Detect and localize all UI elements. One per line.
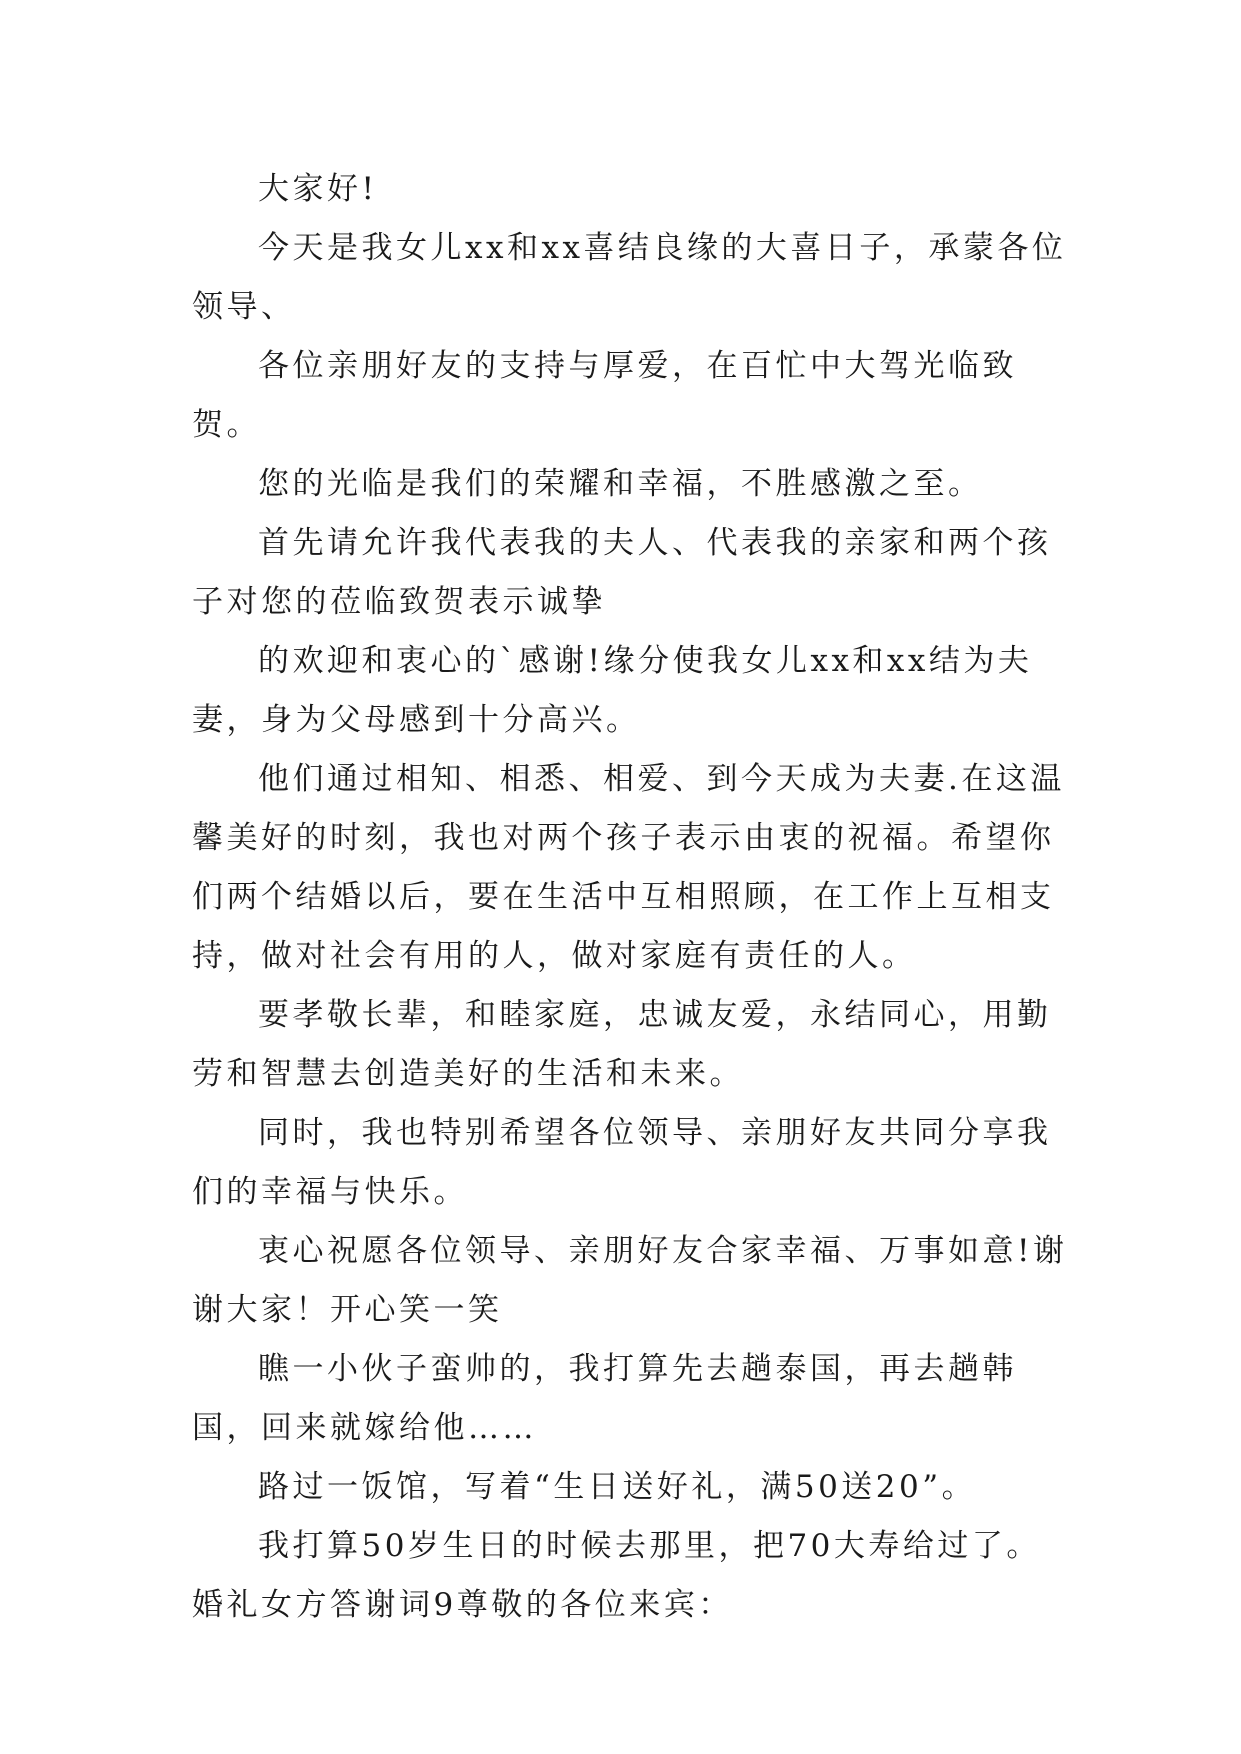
- paragraph-thanks-guests: 各位亲朋好友的支持与厚爱，在百忙中大驾光临致贺。: [192, 348, 1017, 443]
- paragraph-opening: 今天是我女儿xx和xx喜结良缘的大喜日子，承蒙各位领导、: [192, 230, 1067, 325]
- paragraph-greeting: 大家好!: [258, 171, 378, 207]
- paragraph-share: 同时，我也特别希望各位领导、亲朋好友共同分享我们的幸福与快乐。: [192, 1115, 1052, 1210]
- paragraph-joke-3: 我打算50岁生日的时候去那里，把70大寿给过了。: [258, 1528, 1041, 1564]
- paragraph-gratitude: 的欢迎和衷心的`感谢!缘分使我女儿xx和xx结为夫妻，身为父母感到十分高兴。: [192, 643, 1033, 738]
- paragraph-blessing: 他们通过相知、相悉、相爱、到今天成为夫妻.在这温馨美好的时刻，我也对两个孩子表示由衷的祝福。希望你们两个结婚以后，要在生活中互相照顾，在工作上互相支持，做对社会有用的人，做对家庭有责任的人。: [192, 761, 1065, 974]
- paragraph-advice: 要孝敬长辈，和睦家庭，忠诚友爱，永结同心，用勤劳和智慧去创造美好的生活和未来。: [192, 997, 1052, 1092]
- paragraph-joke-2: 路过一饭馆，写着“生日送好礼，满50送20”。: [258, 1469, 977, 1505]
- paragraph-next-speech-heading: 婚礼女方答谢词9尊敬的各位来宾：: [192, 1587, 733, 1623]
- paragraph-honor: 您的光临是我们的荣耀和幸福，不胜感激之至。: [258, 466, 983, 502]
- paragraph-joke-1: 瞧一小伙子蛮帅的，我打算先去趟泰国，再去趟韩国，回来就嫁给他……: [192, 1351, 1017, 1446]
- document-body: [192, 160, 1072, 1635]
- paragraph-wishes: 衷心祝愿各位领导、亲朋好友合家幸福、万事如意!谢谢大家！开心笑一笑: [192, 1233, 1068, 1328]
- paragraph-welcome: 首先请允许我代表我的夫人、代表我的亲家和两个孩子对您的莅临致贺表示诚挚: [192, 525, 1052, 620]
